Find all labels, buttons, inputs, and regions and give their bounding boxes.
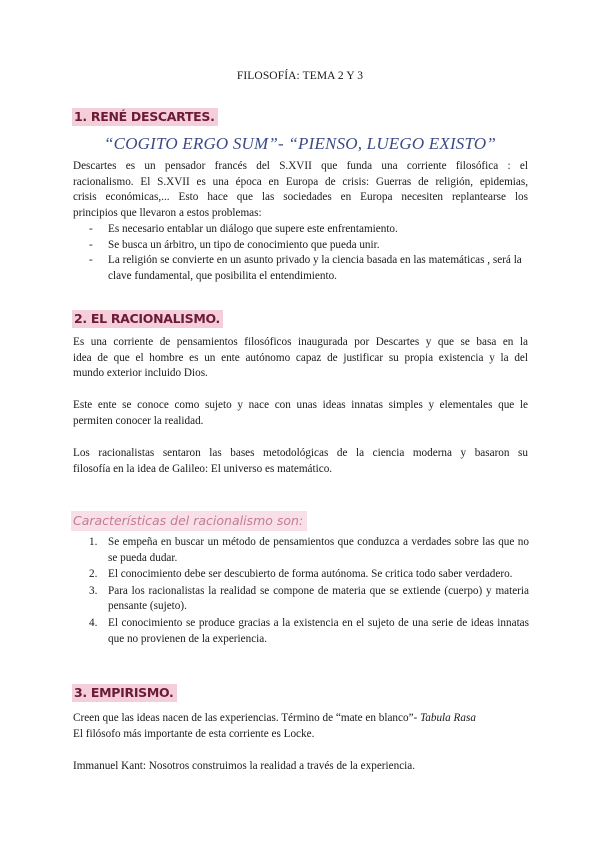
paragraph-line: Descartes es un pensador francés del S.XVII que funda una corriente filosófica : el — [73, 160, 528, 172]
dash-bullet: - — [89, 254, 93, 267]
list-number: 3. — [89, 584, 98, 597]
list-item — [89, 535, 529, 566]
list-item-text: El conocimiento debe ser descubierto de forma autónoma. Se critica todo saber verdadero. — [108, 568, 513, 581]
list-item — [89, 222, 534, 238]
racionalismo-paragraph-1 — [73, 335, 528, 382]
list-item-text: Es necesario entablar un diálogo que supere este enfrentamiento. — [108, 223, 398, 235]
list-item-text: El conocimiento se produce gracias a la existencia en el sujeto de una serie de ideas innatas que no provienen de la experiencia. — [108, 616, 529, 645]
paragraph-line: mundo exterior incluido Dios. — [73, 367, 208, 380]
empirismo-line-2: El filósofo más importante de esta corriente es Locke. — [73, 728, 315, 740]
characteristics-subheading — [71, 511, 307, 531]
kant-line: Immanuel Kant: Nosotros construimos la realidad a través de la experiencia. — [73, 760, 416, 772]
list-number: 2. — [89, 568, 98, 581]
characteristics-list — [89, 535, 529, 648]
section-heading-racionalismo — [72, 310, 223, 328]
subheading-text: Características del racionalismo son: — [71, 511, 307, 531]
heading-text: 3. EMPIRISMO. — [72, 684, 177, 702]
descartes-paragraph — [73, 159, 528, 221]
section-heading-descartes — [72, 108, 218, 126]
heading-text: 2. EL RACIONALISMO. — [72, 310, 223, 328]
list-item — [89, 238, 534, 254]
cogito-quote: “COGITO ERGO SUM”- “PIENSO, LUEGO EXISTO” — [104, 134, 496, 153]
heading-text: 1. RENÉ DESCARTES. — [72, 108, 218, 126]
paragraph-line: Los racionalistas sentaron las bases metodológicas de la ciencia moderna y basaron su — [73, 447, 528, 459]
list-item — [89, 567, 529, 583]
racionalismo-paragraph-2 — [73, 398, 528, 429]
racionalismo-paragraph-3 — [73, 446, 528, 477]
list-item-text: Para los racionalistas la realidad se compone de materia que se extiende (cuerpo) y materia pensante (sujeto). — [108, 584, 529, 613]
document-title: FILOSOFÍA: TEMA 2 Y 3 — [236, 70, 364, 82]
paragraph-line: permiten conocer la realidad. — [73, 414, 204, 427]
paragraph-line: Es una corriente de pensamientos filosóficos inaugurada por Descartes y que se basa en la — [73, 336, 528, 348]
empirismo-line-1 — [73, 711, 528, 727]
paragraph-line: Este ente se conoce como sujeto y nace con unas ideas innatas simples y elementales que le — [73, 399, 528, 411]
list-item-text: Se empeña en buscar un método de pensamientos que conduzca a verdades sobre las que no se pueda dudar. — [108, 536, 529, 564]
paragraph-line: filosofía en la idea de Galileo: El universo es matemático. — [73, 462, 333, 475]
paragraph-line: principios que llevaron a estos problemas: — [73, 206, 262, 219]
paragraph-line: idea de que el hombre es un ente autónomo capaz de justificar su propia existencia y la del — [73, 351, 528, 364]
empirismo-text: Creen que las ideas nacen de las experiencias. Término de “mate en blanco”- — [73, 712, 421, 724]
list-number: 1. — [89, 536, 98, 548]
list-item — [89, 616, 529, 647]
paragraph-line: racionalismo. El S.XVII es una época en Europa de crisis: Guerras de religión, epidemias, — [73, 175, 528, 188]
descartes-bullet-list — [89, 222, 534, 284]
dash-bullet: - — [89, 238, 93, 251]
list-item-text: La religión se convierte en un asunto privado y la ciencia basada en las matemáticas , será la clave fundamental, que posibilita el entendimiento. — [108, 254, 522, 282]
tabula-rasa-term: Tabula Rasa — [420, 712, 476, 724]
paragraph-line: crisis económicas,... Esto hace que las sociedades en Europa necesiten replantearse los — [73, 191, 528, 204]
list-item-text: Se busca un árbitro, un tipo de conocimiento que pueda unir. — [108, 238, 380, 251]
list-number: 4. — [89, 616, 98, 629]
section-heading-empirismo — [72, 684, 177, 702]
dash-bullet: - — [89, 223, 93, 235]
list-item — [89, 253, 534, 284]
list-item — [89, 584, 529, 615]
